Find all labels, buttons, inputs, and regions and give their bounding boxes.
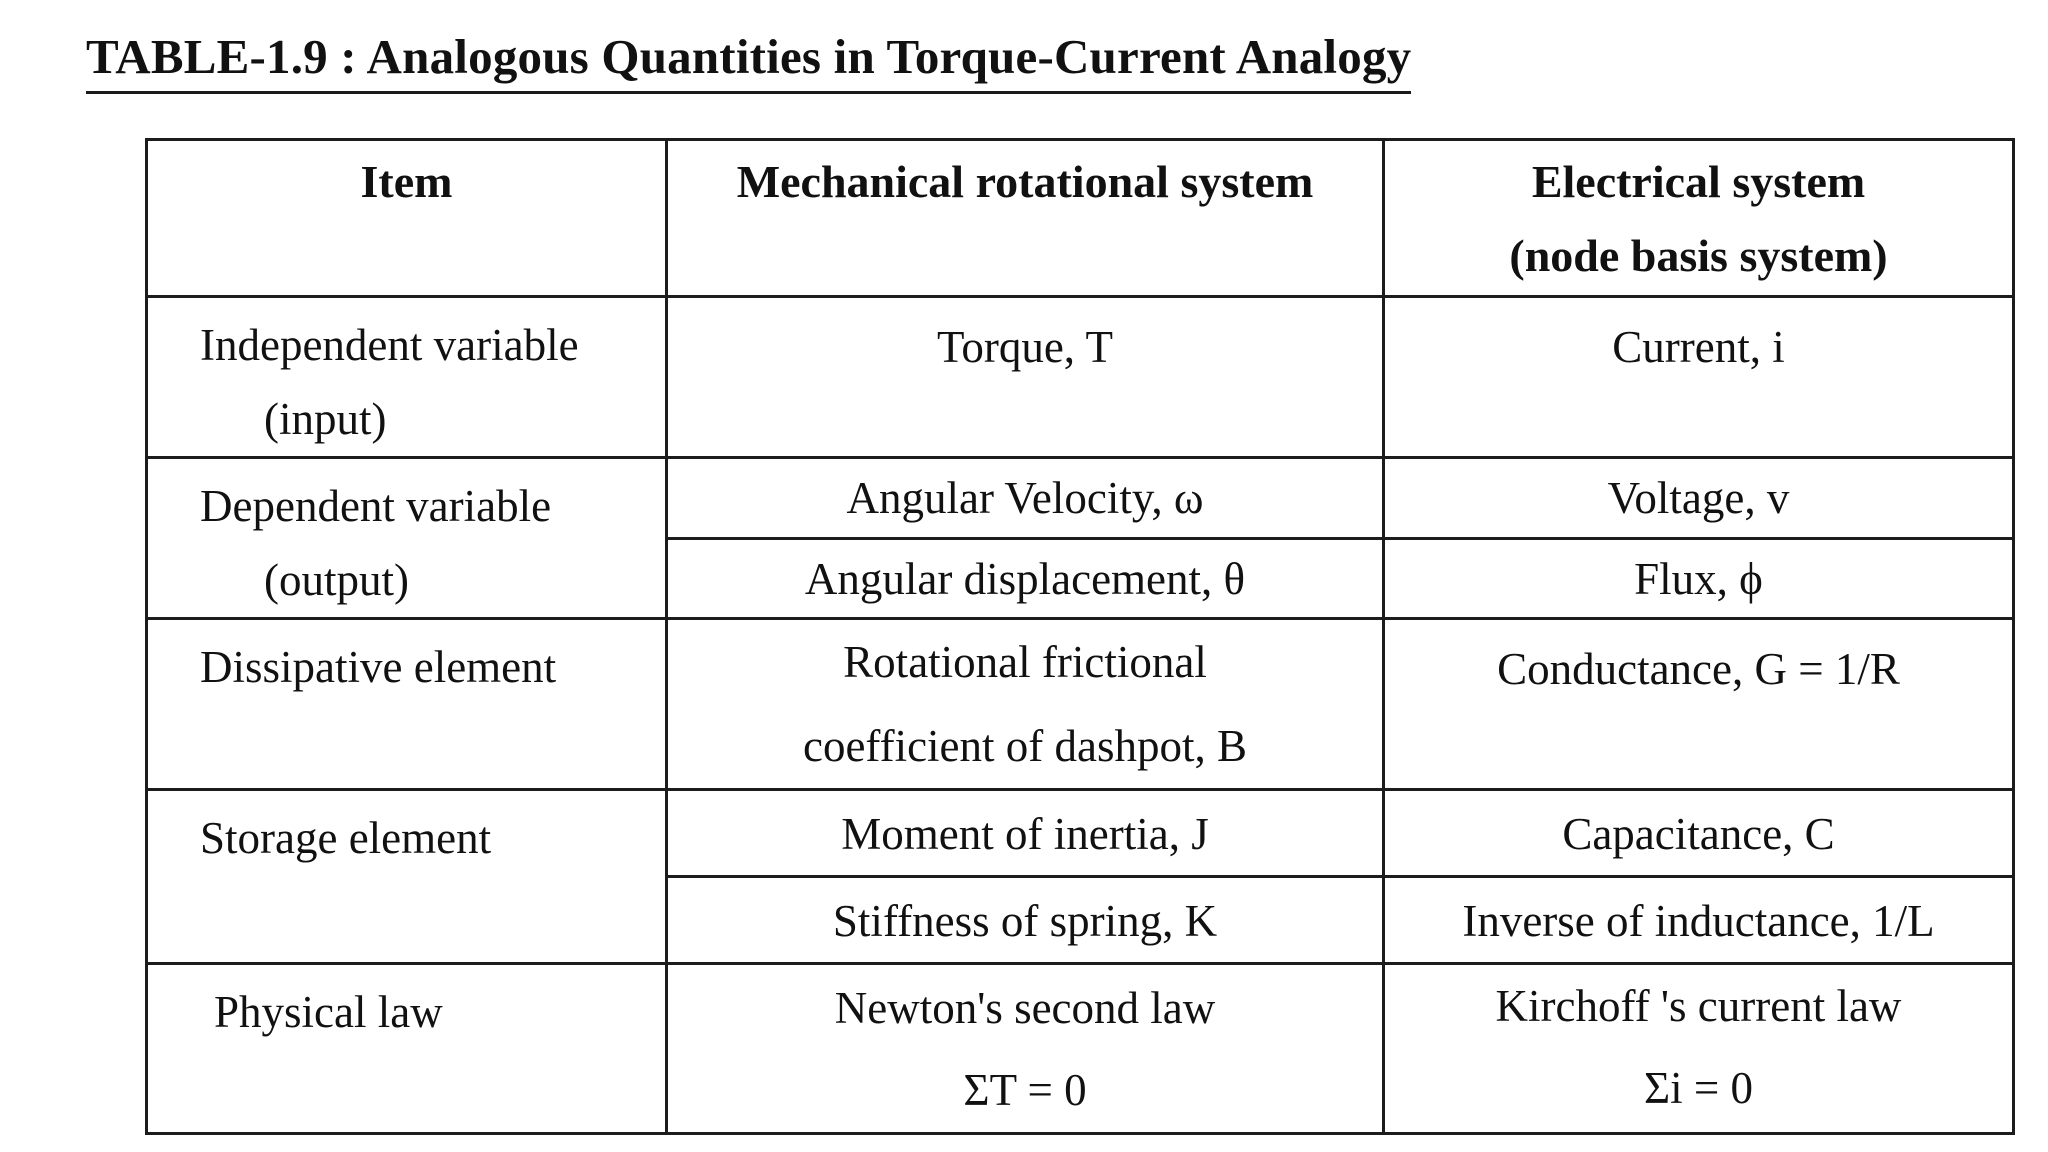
row-item-dissipative: Dissipative element	[147, 619, 667, 790]
table-caption: TABLE-1.9 : Analogous Quantities in Torque-Current Analogy	[86, 28, 1411, 94]
header-electrical-line2: (node basis system)	[1509, 230, 1888, 281]
cell-mechanical-inertia: Moment of inertia, J	[667, 790, 1384, 877]
cell-mechanical-torque: Torque, T	[667, 297, 1384, 458]
cell-mechanical-spring: Stiffness of spring, K	[667, 877, 1384, 964]
analogy-table	[145, 138, 2015, 1135]
table-row	[147, 458, 2014, 539]
cell-mechanical-friction: Rotational frictional coefficient of dashpot, B	[667, 619, 1384, 790]
cell-electrical-capacitance: Capacitance, C	[1384, 790, 2014, 877]
table-row	[147, 790, 2014, 877]
row-item-physical-law: Physical law	[147, 964, 667, 1134]
cell-electrical-kirchoff: Kirchoff 's current law Σi = 0	[1384, 964, 2014, 1134]
cell-electrical-flux: Flux, ϕ	[1384, 538, 2014, 619]
table-row	[147, 964, 2014, 1134]
header-mechanical: Mechanical rotational system	[667, 140, 1384, 297]
cell-mechanical-angular-velocity: Angular Velocity, ω	[667, 458, 1384, 539]
cell-mechanical-angular-displacement: Angular displacement, θ	[667, 538, 1384, 619]
cell-electrical-voltage: Voltage, v	[1384, 458, 2014, 539]
header-item: Item	[147, 140, 667, 297]
cell-electrical-inductance: Inverse of inductance, 1/L	[1384, 877, 2014, 964]
table-row	[147, 297, 2014, 458]
cell-electrical-conductance: Conductance, G = 1/R	[1384, 619, 2014, 790]
cell-mechanical-newton: Newton's second law ΣT = 0	[667, 964, 1384, 1134]
header-electrical	[1384, 140, 2014, 297]
table-row	[147, 619, 2014, 790]
header-row	[147, 140, 2014, 297]
cell-electrical-current: Current, i	[1384, 297, 2014, 458]
row-item-storage: Storage element	[147, 790, 667, 964]
row-item-independent: Independent variable (input)	[147, 297, 667, 458]
row-item-dependent: Dependent variable (output)	[147, 458, 667, 619]
header-electrical-line1: Electrical system	[1531, 156, 1866, 207]
